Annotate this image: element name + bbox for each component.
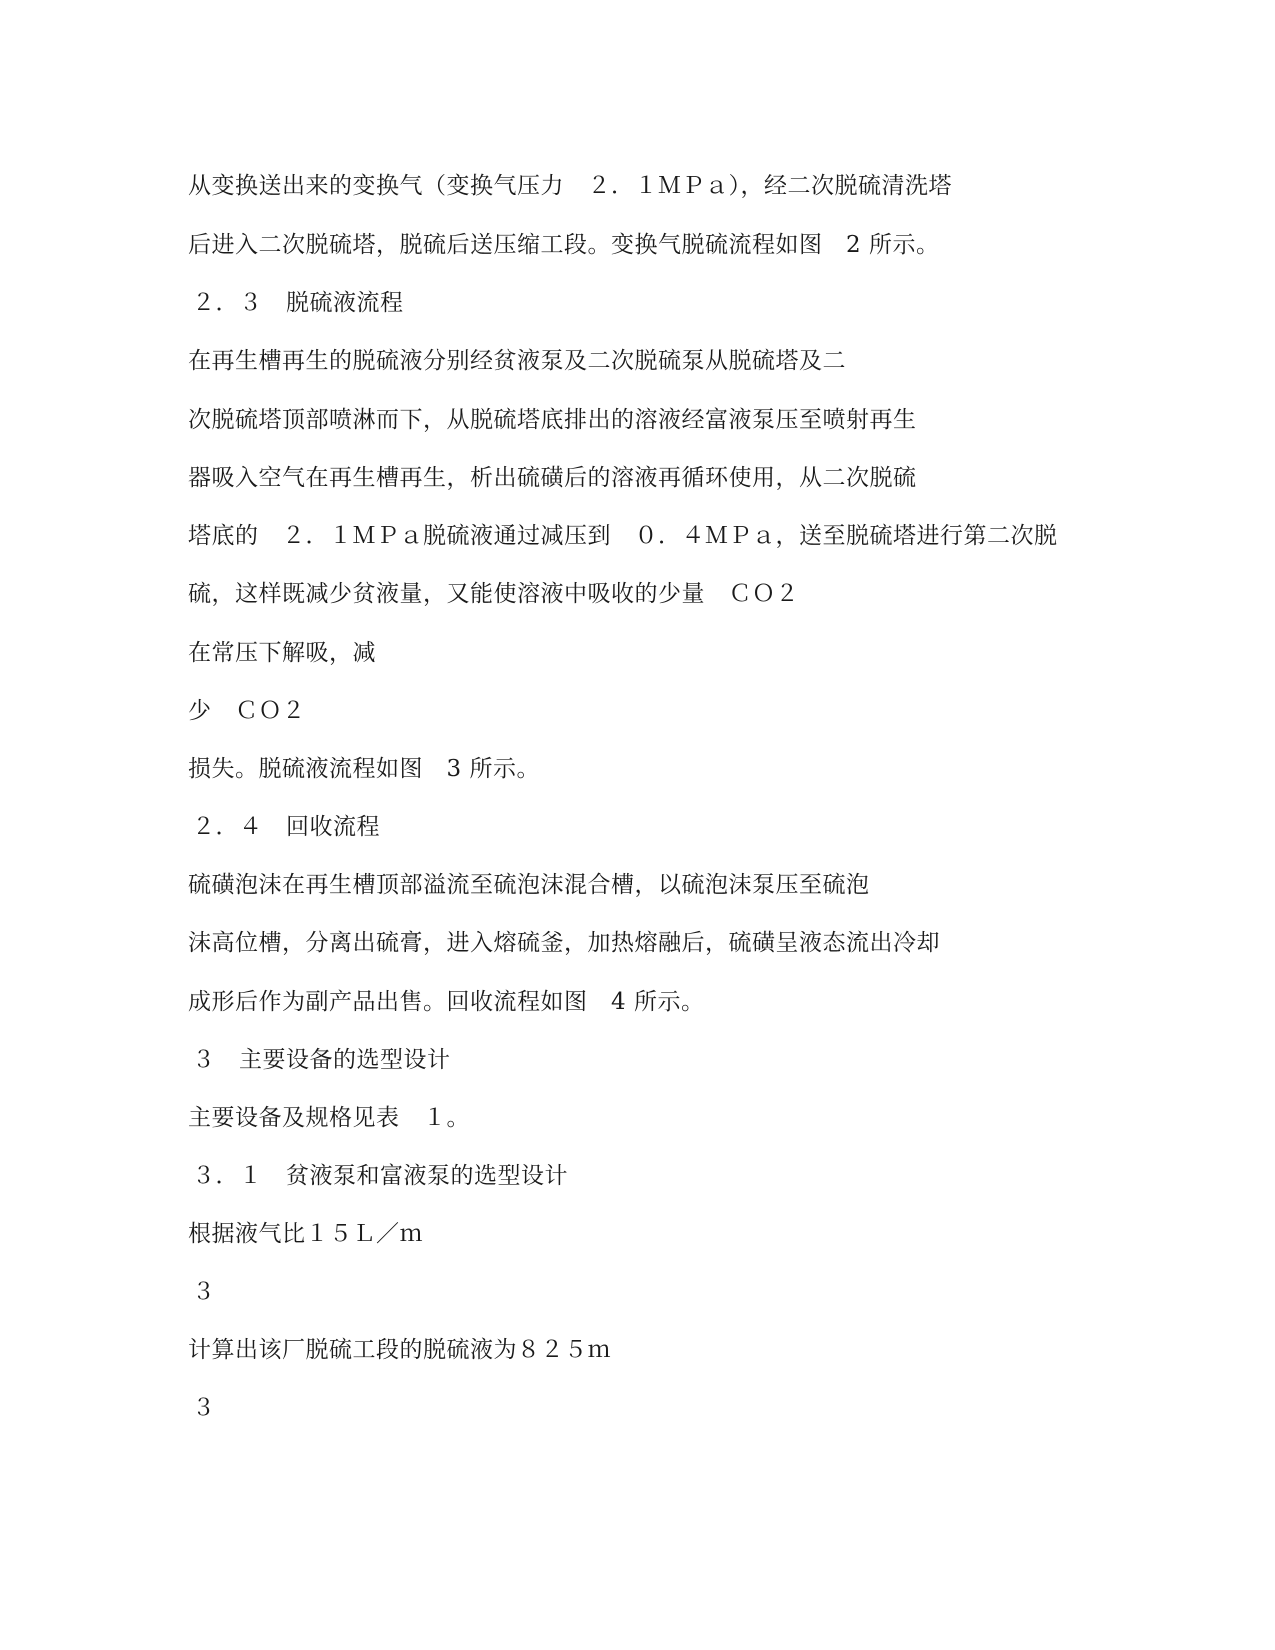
- paragraph-line-9: 在常压下解吸，减: [188, 640, 376, 666]
- paragraph-line-14: 沫高位槽，分离出硫膏，进入熔硫釜，加热熔融后，硫磺呈液态流出冷却: [188, 930, 940, 956]
- paragraph-line-15: 成形后作为副产品出售。回收流程如图 4 所示。: [188, 989, 705, 1015]
- paragraph-line-5: 次脱硫塔顶部喷淋而下，从脱硫塔底排出的溶液经富液泵压至喷射再生: [188, 407, 917, 433]
- paragraph-line-10: 少 ＣＯ２: [188, 698, 306, 724]
- superscript-line-20: ３: [192, 1279, 216, 1305]
- section-heading-3: ３ 主要设备的选型设计: [192, 1047, 451, 1073]
- paragraph-line-17: 主要设备及规格见表 １。: [188, 1105, 470, 1131]
- paragraph-line-7: 塔底的 ２．１ＭＰａ脱硫液通过减压到 ０．４ＭＰａ，送至脱硫塔进行第二次脱: [188, 523, 1058, 549]
- paragraph-line-2: 后进入二次脱硫塔，脱硫后送压缩工段。变换气脱硫流程如图 2 所示。: [188, 232, 940, 258]
- section-heading-3-1: ３．１ 贫液泵和富液泵的选型设计: [192, 1163, 568, 1189]
- paragraph-line-13: 硫磺泡沫在再生槽顶部溢流至硫泡沫混合槽，以硫泡沫泵压至硫泡: [188, 872, 870, 898]
- paragraph-line-11: 损失。脱硫液流程如图 3 所示。: [188, 756, 540, 782]
- paragraph-line-8: 硫，这样既减少贫液量，又能使溶液中吸收的少量 ＣＯ２: [188, 581, 799, 607]
- paragraph-line-19: 根据液气比１５Ｌ／ｍ: [188, 1221, 423, 1247]
- paragraph-line-21: 计算出该厂脱硫工段的脱硫液为８２５ｍ: [188, 1337, 611, 1363]
- section-heading-2-3: ２．３ 脱硫液流程: [192, 290, 404, 316]
- section-heading-2-4: ２．４ 回收流程: [192, 814, 380, 840]
- superscript-line-22: ３: [192, 1395, 216, 1421]
- paragraph-line-1: 从变换送出来的变换气（变换气压力 ２．１ＭＰａ），经二次脱硫清洗塔: [188, 173, 952, 199]
- paragraph-line-6: 器吸入空气在再生槽再生，析出硫磺后的溶液再循环使用，从二次脱硫: [188, 465, 917, 491]
- paragraph-line-4: 在再生槽再生的脱硫液分别经贫液泵及二次脱硫泵从脱硫塔及二: [188, 348, 846, 374]
